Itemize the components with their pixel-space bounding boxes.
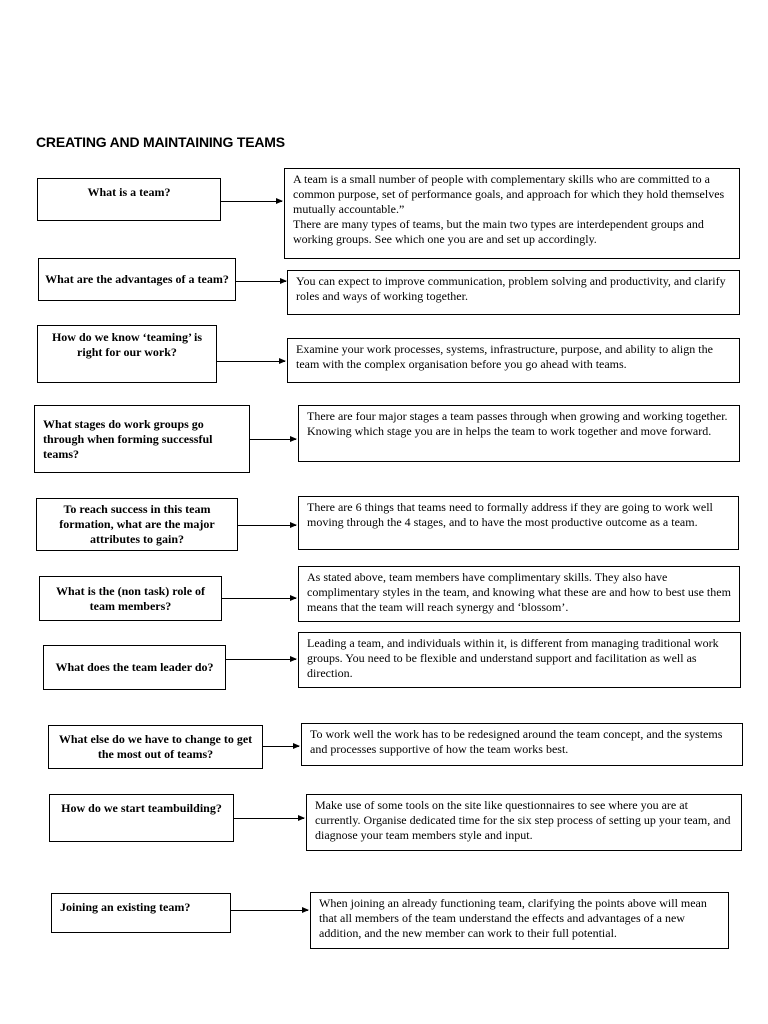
answer-box-advantages: You can expect to improve communication, problem solving and productivity, and clarify roles and ways of working together.	[287, 270, 740, 315]
answer-box-joining-existing-team: When joining an already functioning team, clarifying the points above will mean that all members of the team understand the effects and advantages of a new addition, and the new member can work to their full potential.	[310, 892, 729, 949]
question-box-joining-existing-team: Joining an existing team?	[51, 893, 231, 933]
question-box-role-of-members: What is the (non task) role of team members?	[39, 576, 222, 621]
answer-box-stages: There are four major stages a team passes through when growing and working together. Knowing which stage you are in helps the team to work together and move forward.	[298, 405, 740, 462]
arrow-connector	[234, 818, 304, 819]
question-box-team-leader: What does the team leader do?	[43, 645, 226, 690]
answer-box-teaming-right: Examine your work processes, systems, infrastructure, purpose, and ability to align the team with the complex organisation before you go ahead with teams.	[287, 338, 740, 383]
answer-box-role-of-members: As stated above, team members have complimentary skills. They also have complimentary styles in the team, and knowing what these are and how to best use them means that the team will reach synergy and ‘blossom’.	[298, 566, 740, 622]
answer-box-team-leader: Leading a team, and individuals within it, is different from managing traditional work groups. You need to be flexible and understand support and facilitation as well as direction.	[298, 632, 741, 688]
arrow-connector	[236, 281, 286, 282]
arrow-connector	[217, 361, 285, 362]
arrow-connector	[263, 746, 299, 747]
question-box-advantages: What are the advantages of a team?	[38, 258, 236, 301]
answer-box-start-teambuilding: Make use of some tools on the site like questionnaires to see where you are at currently. Organise dedicated time for the six step process of setting up your team, and diagnose your team members style and input.	[306, 794, 742, 851]
question-box-teaming-right: How do we know ‘teaming’ is right for our work?	[37, 325, 217, 383]
question-box-attributes: To reach success in this team formation, what are the major attributes to gain?	[36, 498, 238, 551]
answer-box-what-else-to-change: To work well the work has to be redesigned around the team concept, and the systems and processes supportive of how the team works best.	[301, 723, 743, 766]
question-box-what-is-a-team: What is a team?	[37, 178, 221, 221]
arrow-connector	[221, 201, 282, 202]
answer-box-what-is-a-team: A team is a small number of people with complementary skills who are committed to a common purpose, set of performance goals, and approach for which they hold themselves mutually accountable.” There are many types of teams, but the main two types are interdependent groups and working groups. See which one you are and set up accordingly.	[284, 168, 740, 259]
arrow-connector	[238, 525, 296, 526]
arrow-connector	[250, 439, 296, 440]
question-box-stages: What stages do work groups go through when forming successful teams?	[34, 405, 250, 473]
answer-box-attributes: There are 6 things that teams need to formally address if they are going to work well moving through the 4 stages, and to have the most productive outcome as a team.	[298, 496, 739, 550]
arrow-connector	[226, 659, 296, 660]
arrow-connector	[222, 598, 296, 599]
arrow-connector	[231, 910, 308, 911]
page-title: CREATING AND MAINTAINING TEAMS	[36, 134, 285, 150]
question-box-start-teambuilding: How do we start teambuilding?	[49, 794, 234, 842]
question-box-what-else-to-change: What else do we have to change to get the most out of teams?	[48, 725, 263, 769]
